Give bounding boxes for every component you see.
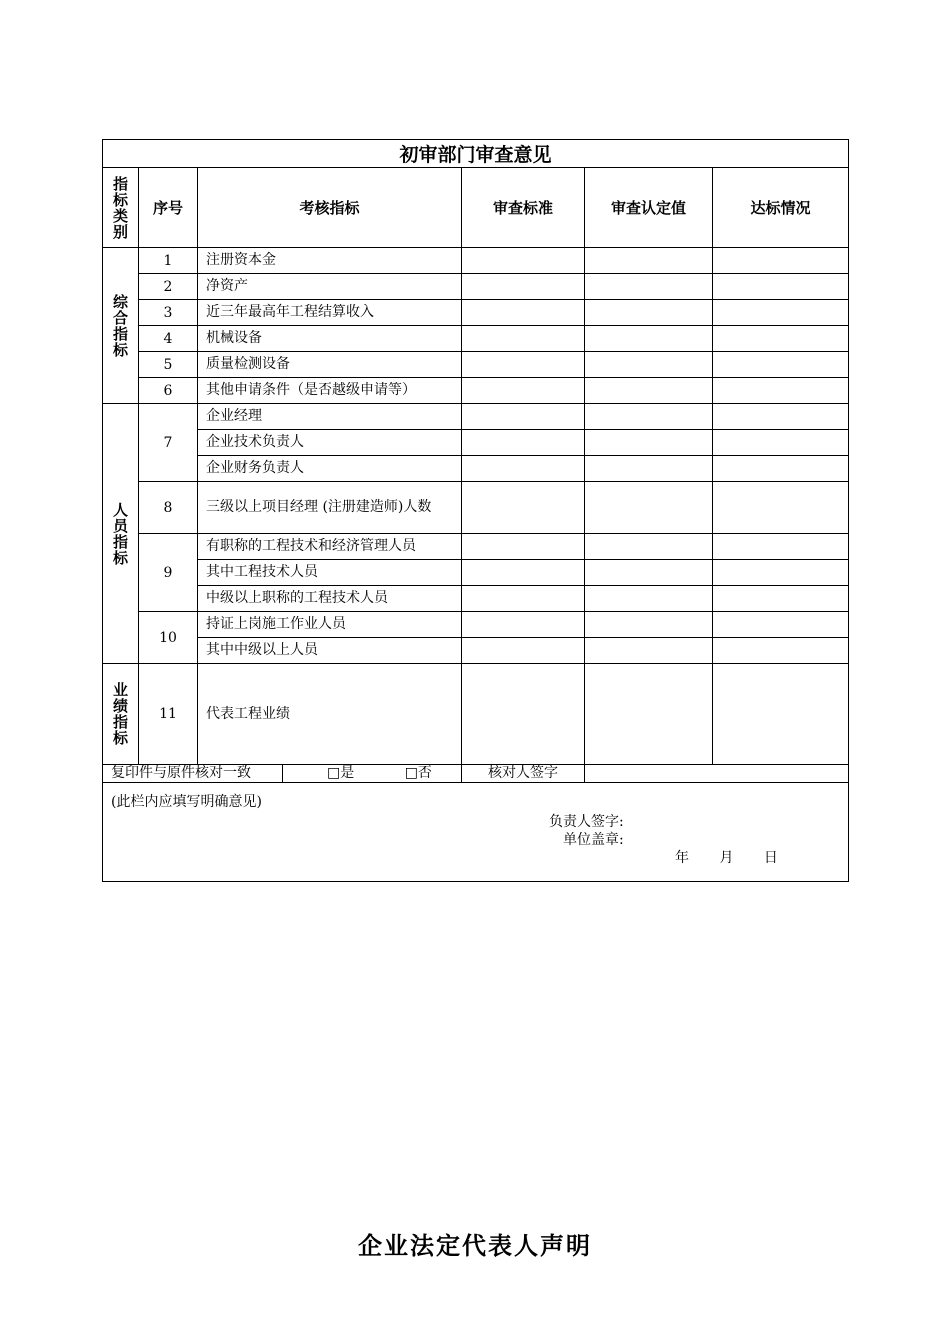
check-no-checkbox[interactable]: □否 <box>404 765 432 781</box>
value-cell[interactable] <box>585 586 713 612</box>
value-cell[interactable] <box>585 248 713 274</box>
header-indicator: 考核指标 <box>198 168 462 248</box>
responsible-signature-label: 负责人签字: <box>549 814 624 830</box>
check-yes-checkbox[interactable]: □是 <box>327 765 355 781</box>
row-item: 注册资本金 <box>198 248 462 274</box>
unit-seal-label: 单位盖章: <box>563 832 624 848</box>
status-cell[interactable] <box>713 560 849 586</box>
status-cell[interactable] <box>713 300 849 326</box>
value-cell[interactable] <box>585 638 713 664</box>
category-comprehensive: 综合指标 <box>103 248 139 404</box>
opinion-box[interactable] <box>103 783 849 882</box>
standard-cell[interactable] <box>462 638 585 664</box>
row-item: 企业技术负责人 <box>198 430 462 456</box>
row-item: 三级以上项目经理 (注册建造师)人数 <box>198 482 462 534</box>
header-seq: 序号 <box>139 168 198 248</box>
status-cell[interactable] <box>713 326 849 352</box>
status-cell[interactable] <box>713 664 849 765</box>
status-cell[interactable] <box>713 430 849 456</box>
header-standard: 审查标准 <box>462 168 585 248</box>
row-seq: 5 <box>139 352 198 378</box>
row-item: 企业财务负责人 <box>198 456 462 482</box>
value-cell[interactable] <box>585 456 713 482</box>
header-category: 指标类别 <box>103 168 139 248</box>
status-cell[interactable] <box>713 612 849 638</box>
standard-cell[interactable] <box>462 482 585 534</box>
year-label: 年 <box>675 850 689 866</box>
month-label: 月 <box>719 850 734 866</box>
row-item: 持证上岗施工作业人员 <box>198 612 462 638</box>
status-cell[interactable] <box>713 352 849 378</box>
opinion-note: (此栏内应填写明确意见) <box>111 794 262 810</box>
row-item: 代表工程业绩 <box>198 664 462 765</box>
check-label: 复印件与原件核对一致 <box>103 765 283 782</box>
value-cell[interactable] <box>585 352 713 378</box>
row-seq: 6 <box>139 378 198 404</box>
row-seq: 10 <box>139 612 198 664</box>
standard-cell[interactable] <box>462 664 585 765</box>
row-item: 其他申请条件（是否越级申请等） <box>198 378 462 404</box>
standard-cell[interactable] <box>462 560 585 586</box>
value-cell[interactable] <box>585 534 713 560</box>
status-cell[interactable] <box>713 586 849 612</box>
standard-cell[interactable] <box>462 326 585 352</box>
status-cell[interactable] <box>713 248 849 274</box>
value-cell[interactable] <box>585 404 713 430</box>
value-cell[interactable] <box>585 300 713 326</box>
status-cell[interactable] <box>713 274 849 300</box>
value-cell[interactable] <box>585 482 713 534</box>
value-cell[interactable] <box>585 664 713 765</box>
standard-cell[interactable] <box>462 248 585 274</box>
signer-signature-field[interactable] <box>585 765 849 783</box>
row-seq: 9 <box>139 534 198 612</box>
row-item: 中级以上职称的工程技术人员 <box>198 586 462 612</box>
standard-cell[interactable] <box>462 404 585 430</box>
standard-cell[interactable] <box>462 274 585 300</box>
day-label: 日 <box>763 850 778 866</box>
status-cell[interactable] <box>713 456 849 482</box>
row-seq: 4 <box>139 326 198 352</box>
row-item: 其中中级以上人员 <box>198 638 462 664</box>
standard-cell[interactable] <box>462 456 585 482</box>
row-item: 有职称的工程技术和经济管理人员 <box>198 534 462 560</box>
row-seq: 3 <box>139 300 198 326</box>
row-item: 企业经理 <box>198 404 462 430</box>
row-seq: 1 <box>139 248 198 274</box>
standard-cell[interactable] <box>462 352 585 378</box>
row-seq: 2 <box>139 274 198 300</box>
check-row-cell <box>103 765 462 783</box>
value-cell[interactable] <box>585 560 713 586</box>
value-cell[interactable] <box>585 430 713 456</box>
standard-cell[interactable] <box>462 612 585 638</box>
date-line <box>675 847 804 867</box>
standard-cell[interactable] <box>462 586 585 612</box>
header-value: 审查认定值 <box>585 168 713 248</box>
category-personnel: 人员指标 <box>103 404 139 664</box>
review-opinion-table <box>102 139 849 882</box>
status-cell[interactable] <box>713 482 849 534</box>
section-title-legal-representative-declaration: 企业法定代表人声明 <box>358 1232 592 1260</box>
value-cell[interactable] <box>585 378 713 404</box>
standard-cell[interactable] <box>462 300 585 326</box>
standard-cell[interactable] <box>462 430 585 456</box>
value-cell[interactable] <box>585 326 713 352</box>
status-cell[interactable] <box>713 638 849 664</box>
header-status: 达标情况 <box>713 168 849 248</box>
status-cell[interactable] <box>713 378 849 404</box>
signer-label: 核对人签字 <box>462 765 585 783</box>
standard-cell[interactable] <box>462 534 585 560</box>
row-item: 其中工程技术人员 <box>198 560 462 586</box>
row-item: 近三年最高年工程结算收入 <box>198 300 462 326</box>
row-item: 质量检测设备 <box>198 352 462 378</box>
value-cell[interactable] <box>585 274 713 300</box>
standard-cell[interactable] <box>462 378 585 404</box>
row-seq: 7 <box>139 404 198 482</box>
category-performance: 业绩指标 <box>103 664 139 765</box>
value-cell[interactable] <box>585 612 713 638</box>
row-seq: 11 <box>139 664 198 765</box>
row-seq: 8 <box>139 482 198 534</box>
row-item: 机械设备 <box>198 326 462 352</box>
form-title: 初审部门审查意见 <box>103 140 849 168</box>
status-cell[interactable] <box>713 534 849 560</box>
row-item: 净资产 <box>198 274 462 300</box>
status-cell[interactable] <box>713 404 849 430</box>
